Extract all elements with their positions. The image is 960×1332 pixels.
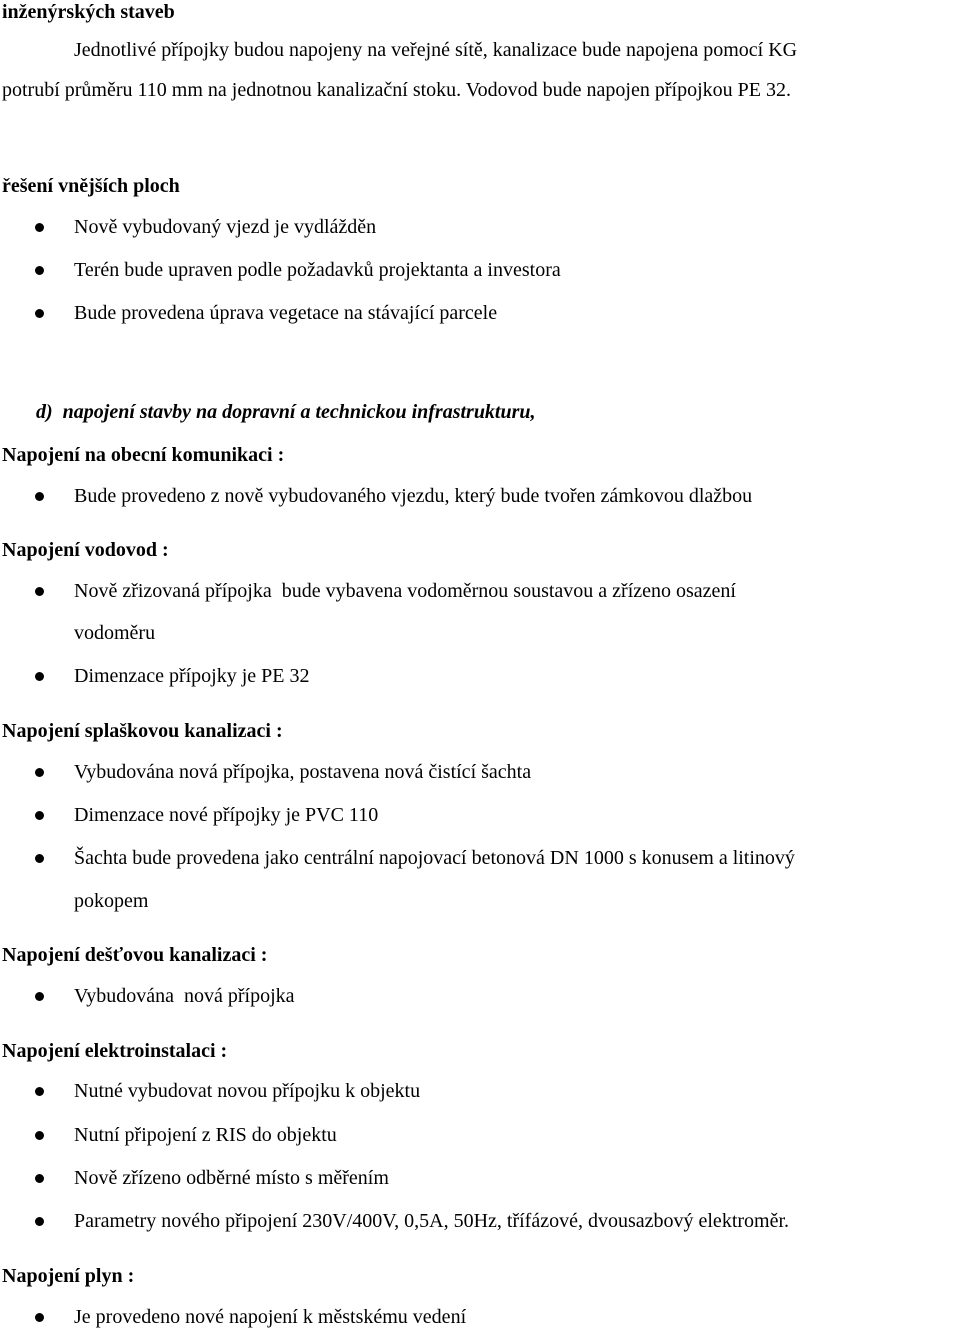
rain-item-1: Vybudována nová přípojka [74, 985, 295, 1007]
intro-heading: inženýrských staveb [2, 1, 175, 23]
rain-heading: Napojení dešťovou kanalizaci : [2, 944, 268, 966]
bullet-icon [35, 1217, 44, 1226]
exterior-item-3: Bude provedena úprava vegetace na stávající parcele [74, 302, 498, 324]
electric-item-1: Nutné vybudovat novou přípojku k objektu [74, 1080, 421, 1102]
bullet-icon [35, 1087, 44, 1096]
sewer-item-1: Vybudována nová přípojka, postavena nová čistící šachta [74, 761, 532, 783]
water-item-1-line-1: Nově zřizovaná přípojka bude vybavena vodoměrnou soustavou a zřízeno osazení [74, 580, 736, 602]
bullet-icon [35, 587, 44, 596]
exterior-item-1: Nově vybudovaný vjezd je vydlážděn [74, 216, 377, 238]
bullet-icon [35, 1174, 44, 1183]
sewer-item-3-line-2: pokopem [74, 890, 149, 912]
sewer-heading: Napojení splaškovou kanalizaci : [2, 720, 283, 742]
bullet-icon [35, 854, 44, 863]
bullet-icon [35, 992, 44, 1001]
gas-item-1: Je provedeno nové napojení k městskému vedení [74, 1306, 467, 1328]
bullet-icon [35, 223, 44, 232]
bullet-icon [35, 768, 44, 777]
bullet-icon [35, 266, 44, 275]
intro-paragraph-line-2: potrubí průměru 110 mm na jednotnou kanalizační stoku. Vodovod bude napojen přípojkou PE 32. [2, 79, 791, 101]
bullet-icon [35, 309, 44, 318]
intro-paragraph-line-1: Jednotlivé přípojky budou napojeny na veřejné sítě, kanalizace bude napojena pomocí KG [74, 39, 798, 61]
bullet-icon [35, 811, 44, 820]
exterior-heading: řešení vnějších ploch [2, 175, 180, 197]
water-item-1-line-2: vodoměru [74, 622, 156, 644]
gas-heading: Napojení plyn : [2, 1265, 135, 1287]
electric-heading: Napojení elektroinstalaci : [2, 1040, 228, 1062]
road-item-1: Bude provedeno z nově vybudovaného vjezdu, který bude tvořen zámkovou dlažbou [74, 485, 753, 507]
bullet-icon [35, 672, 44, 681]
bullet-icon [35, 1131, 44, 1140]
bullet-icon [35, 492, 44, 501]
electric-item-4: Parametry nového připojení 230V/400V, 0,5A, 50Hz, třífázové, dvousazbový elektroměr. [74, 1210, 790, 1232]
sewer-item-3-line-1: Šachta bude provedena jako centrální napojovací betonová DN 1000 s konusem a litinový [74, 847, 795, 869]
sewer-item-2: Dimenzace nové přípojky je PVC 110 [74, 804, 379, 826]
exterior-item-2: Terén bude upraven podle požadavků projektanta a investora [74, 259, 561, 281]
water-heading: Napojení vodovod : [2, 539, 169, 561]
electric-item-2: Nutní připojení z RIS do objektu [74, 1124, 337, 1146]
water-item-2: Dimenzace přípojky je PE 32 [74, 665, 310, 687]
section-d-heading: d) napojení stavby na dopravní a technickou infrastrukturu, [36, 401, 536, 423]
bullet-icon [35, 1313, 44, 1322]
electric-item-3: Nově zřízeno odběrné místo s měřením [74, 1167, 389, 1189]
road-heading: Napojení na obecní komunikaci : [2, 444, 285, 466]
